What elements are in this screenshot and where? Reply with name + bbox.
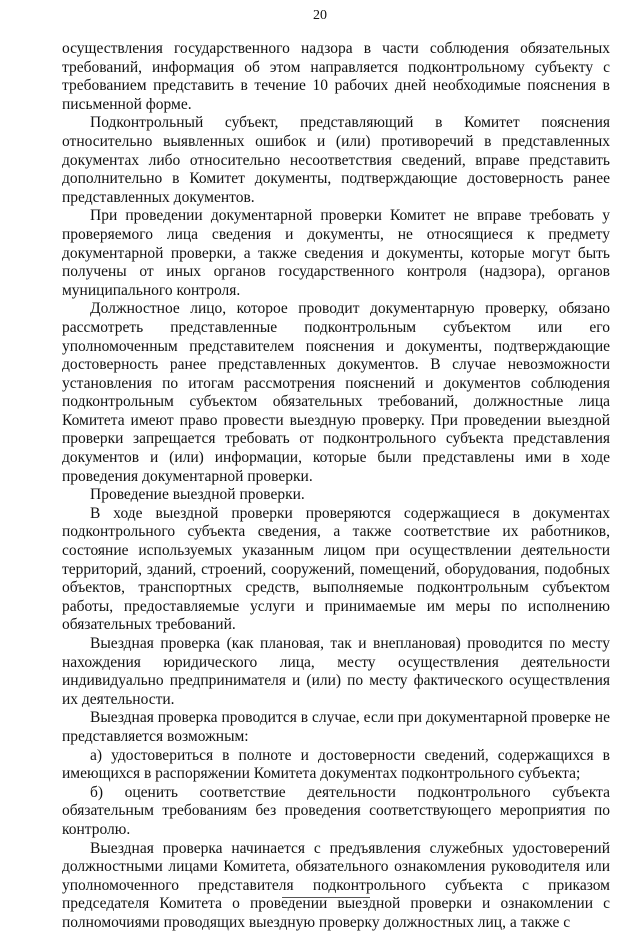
paragraph-continuation: осуществления государственного надзора в части соблюдения обязательных требований, информация об этом направляется подконтрольному субъекту с требованием представить в течение 10 рабочих дней необходимые пояснения в письменной форме. [62,40,610,113]
list-item-a: а) удостовериться в полноте и достоверности сведений, содержащихся в имеющихся в распоряжении Комитета документах подконтрольного субъекта; [62,746,610,783]
paragraph: Подконтрольный субъект, представляющий в Комитет пояснения относительно выявленных ошибок и (или) противоречий в представленных документах либо относительно несоответствия сведений, вправе представить дополнительно в Комитет документы, подтверждающие достоверность ранее представленных документов. [62,114,610,206]
paragraph: При проведении документарной проверки Комитет не вправе требовать у проверяемого лица сведения и документы, не относящиеся к предмету документарной проверки, а также сведения и документы, которые могут быть получены от иных органов государственного контроля (надзора), органов муниципального контроля. [62,207,610,299]
paragraph: Выездная проверка (как плановая, так и внеплановая) проводится по месту нахождения юридического лица, месту осуществления деятельности индивидуально предпринимателя и (или) по месту фактического осуществления их деятельности. [62,635,610,708]
paragraph: Выездная проверка начинается с предъявления служебных удостоверений должностными лицами Комитета, обязательного ознакомления руководителя или уполномоченного представителя подконтрольного субъекта с приказом председателя Комитета о проведении выездной проверки и ознакомлении с полномочиями проводящих выездную проверку должностных лиц, а также с [62,839,610,931]
paragraph: Выездная проверка проводится в случае, если при документарной проверке не представляется возможным: [62,709,610,745]
section-heading: Проведение выездной проверки. [90,486,305,504]
paragraph: Должностное лицо, которое проводит документарную проверку, обязано рассмотреть представленные подконтрольным субъектом или его уполномоченным представителем пояснения и документы, подтверждающие достоверность ранее представленных документов. В случае невозможности установления по итогам рассмотрения пояснений и документов соблюдения подконтрольным субъектом обязательных требований, должностные лица Комитета имеют право провести выездную проверку. При проведении выездной проверки запрещается требовать от подконтрольного субъекта представления документов и (или) информации, которые были представлены ими в ходе проведения документарной проверки. [62,300,610,485]
paragraph: В ходе выездной проверки проверяются содержащиеся в документах подконтрольного субъекта сведения, а также соответствие их работников, состояние используемых указанным лицом при осуществлении деятельности территорий, зданий, строений, сооружений, помещений, оборудования, подобных объектов, транспортных средств, выполняемые подконтрольным субъектом работы, предоставляемые услуги и принимаемые им меры по исполнению обязательных требований. [62,504,610,634]
document-body [62,40,610,933]
page-bottom-divider [282,897,370,898]
page-number: 20 [313,8,327,23]
list-item-b: б) оценить соответствие деятельности подконтрольного субъекта обязательным требованиям без проведения соответствующего мероприятия по контролю. [62,783,610,838]
